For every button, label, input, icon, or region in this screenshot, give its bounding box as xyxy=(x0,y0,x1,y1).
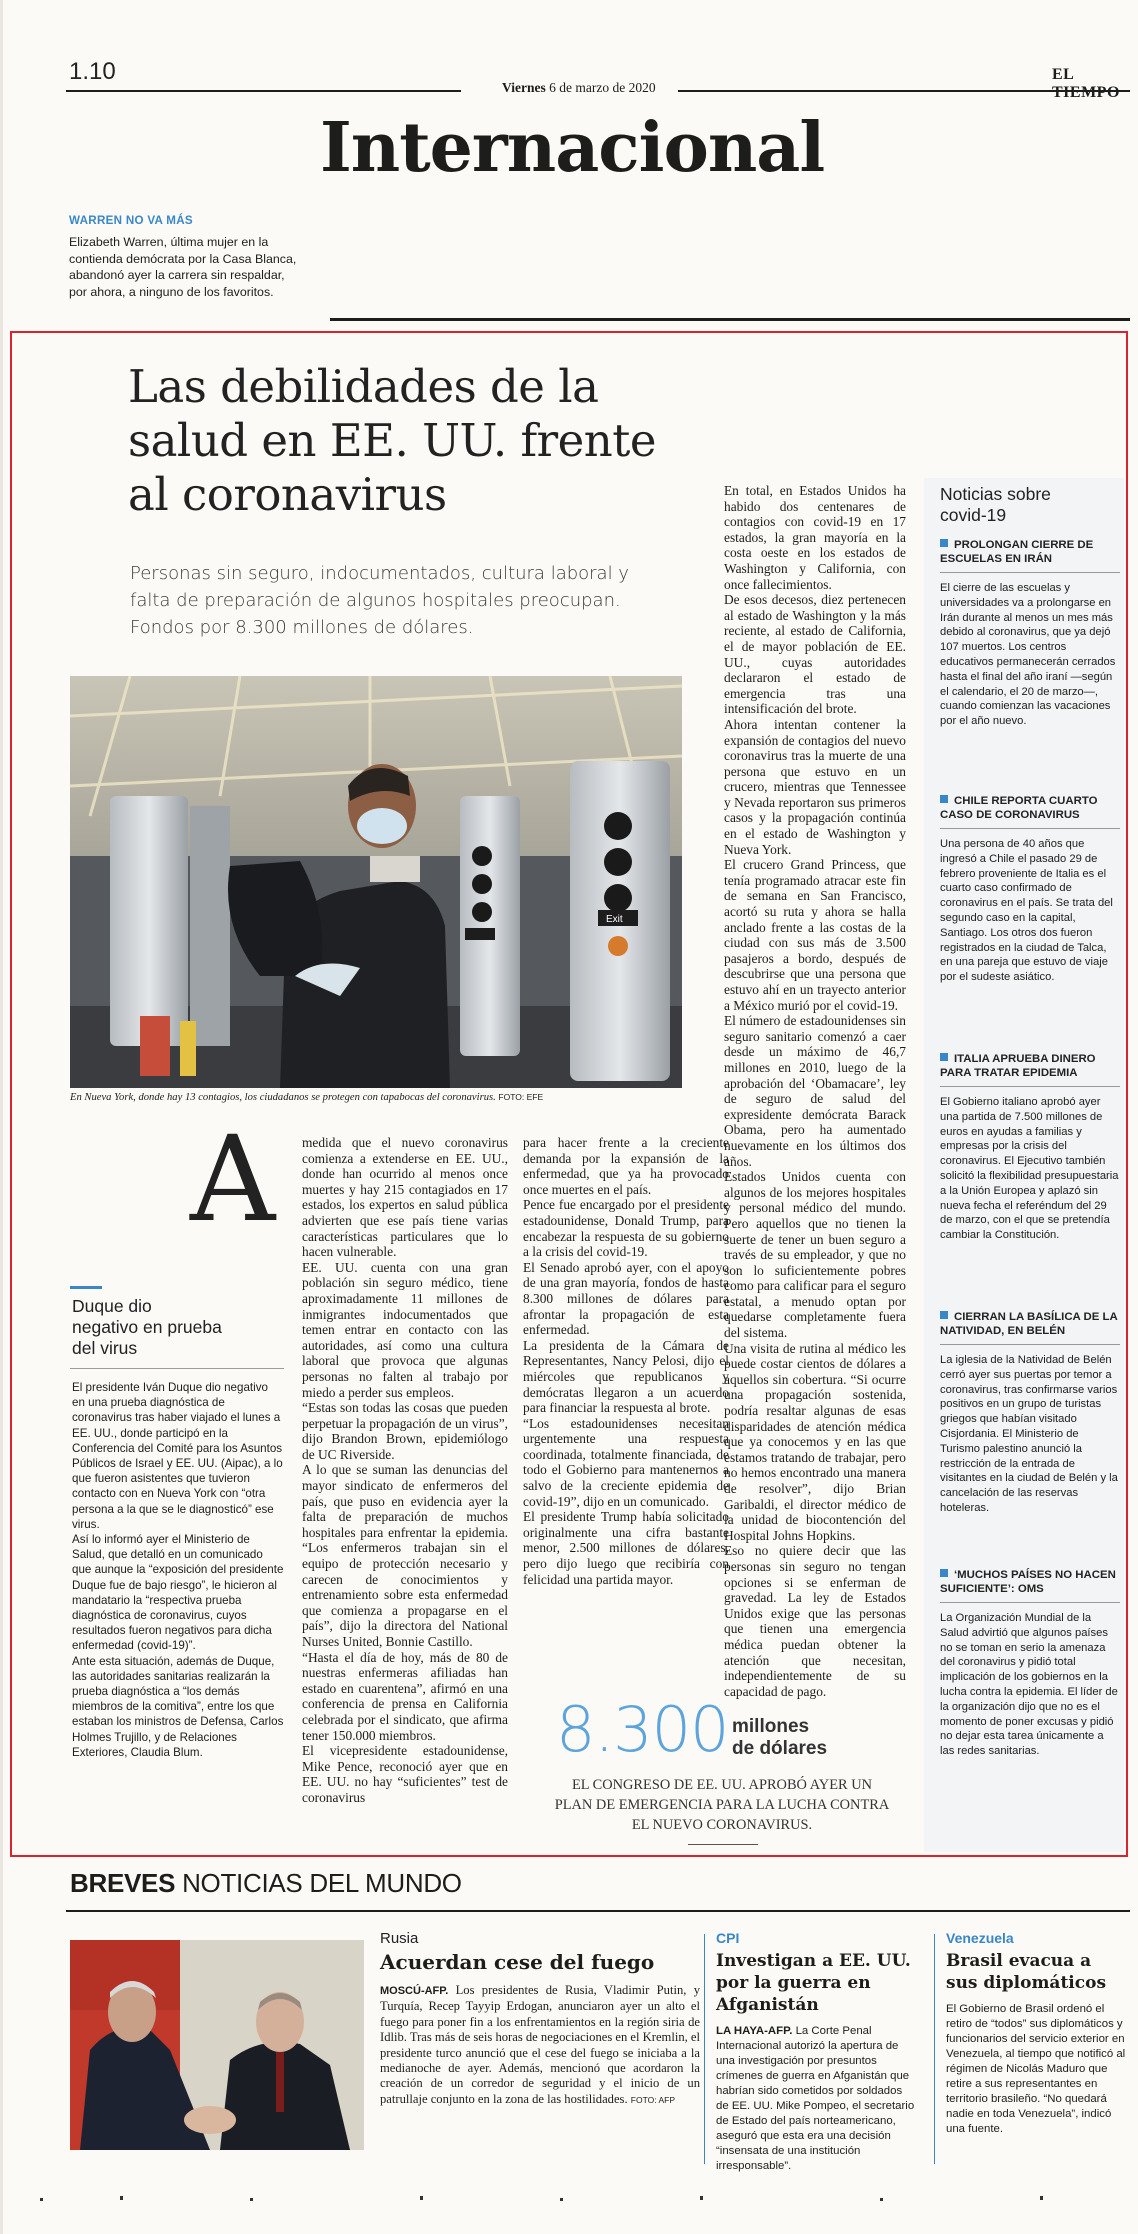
sidebar-item xyxy=(940,1310,1120,1516)
sidebar-item-title: PROLONGAN CIERRE DE ESCUELAS EN IRÁN xyxy=(940,539,1094,565)
breve-item xyxy=(380,1930,700,2108)
sidebar-item-title: CIERRAN LA BASÍLICA DE LA NATIVIDAD, EN BELÉN xyxy=(940,1311,1118,1337)
duque-box-rule xyxy=(70,1286,102,1289)
sidebar-item-text: El cierre de las escuelas y universidades va a prolongarse en Irán durante al menos un mes más debido al coronavirus, que ya dejó 107 muertos. Los centros educativos permanecerán cerrados hasta el final del año iraní —según el calendario, el 20 de marzo—, cuando comienzan las vacaciones por el año nuevo. xyxy=(940,582,1116,728)
breves-photo xyxy=(70,1940,364,2150)
duque-title-rule xyxy=(70,1368,284,1369)
sidebar-item-rule xyxy=(940,572,1120,573)
breve-text: Los presidentes de Rusia, Vladimir Putin, y Turquía, Recep Tayyip Erdogan, anunciaron ayer un alto el fuego para poner fin a los enfrentamientos en la región siria de Idlib. Tras más de seis horas de negociaciones en el Kremlin, el presidente turco anunció que el cese del fuego se iniciaba a la medianoche de ayer. Además, mencionó que acordaron la creación de un corredor de seguridad y el inicio de un patrullaje conjunto en la zona de las hostilidades. xyxy=(380,1983,701,2106)
article-dek: Personas sin seguro, indocumentados, cultura laboral y falta de preparación de algunos hospitales preocupan. Fondos por 8.300 millones de dólares. xyxy=(130,563,629,638)
sidebar-title: Noticias sobre covid-19 xyxy=(940,484,1051,525)
stat-number: 8.300 xyxy=(556,1693,729,1766)
header-date xyxy=(502,80,656,96)
teaser-kicker: WARREN NO VA MÁS xyxy=(69,214,193,227)
breve-headline: Acuerdan cese del fuego xyxy=(380,1950,655,1974)
caption-text: En Nueva York, donde hay 13 contagios, los ciudadanos se protegen con tapabocas del coronavirus. xyxy=(70,1092,496,1103)
breves-rule xyxy=(66,1910,1130,1912)
breve-divider xyxy=(934,1934,935,2164)
putin-erdogan-photo-illustration xyxy=(70,1940,364,2150)
sidebar-item xyxy=(940,538,1120,729)
stat-caption: EL CONGRESO DE EE. UU. APROBÓ AYER UN PLAN DE EMERGENCIA PARA LA LUCHA CONTRA EL NUEVO CORONAVIRUS. xyxy=(554,1777,890,1833)
breve-body xyxy=(716,2024,916,2174)
bullet-square-icon xyxy=(940,1569,948,1577)
breve-body xyxy=(380,1983,700,2108)
sidebar-item-text: El Gobierno italiano aprobó ayer una partida de 7.500 millones de euros en ayudas a familias y empresas por la crisis del coronavirus. El Ejecutivo también solicitó la flexibilidad presupuestaria a la Unión Europea y aplazó sin nueva fecha el referéndum del 29 de marzo, con el que se pretendía cambiar la Constitución. xyxy=(940,1096,1119,1242)
bullet-square-icon xyxy=(940,1053,948,1061)
header-bottom-rule xyxy=(330,318,1130,321)
sidebar-item-text: Una persona de 40 años que ingresó a Chile el pasado 29 de febrero proveniente de Italia es el cuarto caso confirmado de coronavirus en el país. Se trata del segundo caso en la capital, Santiago. Los otros dos fueron registrados en la ciudad de Talca, en una pareja que estuvo de viaje por el sudeste asiático. xyxy=(940,838,1113,984)
sidebar-item-title: ITALIA APRUEBA DINERO PARA TRATAR EPIDEMIA xyxy=(940,1053,1096,1079)
breve-credit: FOTO: AFP xyxy=(630,2094,676,2105)
article-photo xyxy=(70,676,682,1088)
sidebar-item-text: La iglesia de la Natividad de Belén cerró ayer sus puertas por temor a coronavirus, tras confirmarse varios positivos en un grupo de turistas griegos que habían visitado Cisjordania. El Ministerio de Turismo palestino anunció la restricción de la entrada de visitantes en la ciudad de Belén y la cancelación de las reservas hoteleras. xyxy=(940,1354,1118,1514)
breves-label-rest: NOTICIAS DEL MUNDO xyxy=(182,1868,462,1898)
bullet-square-icon xyxy=(940,795,948,803)
breve-divider xyxy=(704,1934,705,2164)
breve-text: La Corte Penal Internacional autorizó la apertura de una investigación por presuntos crímenes de guerra en Afganistán que habrían sido cometidos por soldados de EE. UU. Mike Pompeo, el secretario de Estado del país norteamericano, aseguró que esta era una decisión “insensata de una institución irresponsable”. xyxy=(716,2025,915,2172)
sidebar-item-rule xyxy=(940,1344,1120,1345)
sidebar-item xyxy=(940,1568,1120,1759)
sidebar-item-rule xyxy=(940,828,1120,829)
photo-caption xyxy=(70,1092,690,1103)
stat-unit xyxy=(732,1716,827,1760)
date-weekday: Viernes xyxy=(502,80,546,95)
sidebar-item-rule xyxy=(940,1602,1120,1603)
article-col-3: En total, en Estados Unidos ha habido dos centenares de contagios con covid-19 en 17 estados, la gran mayoría en la costa oeste en los estados de Washington y California, con once fallecimientos. De esos decesos, diez pertenecen al estado de Washington y la más reciente, al estado de California, el de mayor población de EE. UU., cuyas autoridades declararon el estado de emergencia tras una intensificación del brote. Ahora intentan contener la expansión de contagios del nuevo coronavirus tras la muerte de una persona que estuvo en un crucero, mientras que Tennessee y Nevada reportaron sus primeros casos y la propagación continúa en el estado de Washington y Nueva York. El crucero Grand Princess, que tenía programado atracar este fin de semana en San Francisco, acortó su ruta y ahora se halla anclado frente a las costas de la ciudad con sus más de 3.500 pasajeros a bordo, después de descubrirse que una persona que estuvo ahí en un trayecto anterior a México murió por el covid-19. El número de estadounidenses sin seguro sanitario comenzó a caer desde un máximo de 46,7 millones en 2010, luego de la aprobación del ‘Obamacare’, ley de seguro de salud del expresidente demócrata Barack Obama, pero ha aumentado nuevamente en los últimos dos años. Estados Unidos cuenta con algunos de los mejores hospitales y personal médico del mundo. Pero aquellos que no tienen la suerte de tener un buen seguro a través de su empleador, y que no son lo suficientemente pobres como para calificar para el seguro estatal, a menudo optan por quedarse completamente fuera del sistema. Una visita de rutina al médico les puede costar cientos de dólares a aquellos sin cobertura. “Si ocurre una propagación sostenida, podría resaltar algunas de esas disparidades de atención médica que ya conocemos y en las que estamos tratando de trabajar, pero no hemos encontrado una manera de resolver”, dijo Brian Garibaldi, el director médico de la unidad de biocontención del Hospital Johns Hopkins. Eso no quiere decir que las personas sin seguro no tengan opciones si se enferman de gravedad. La ley de Estados Unidos exige que las personas que tienen una emergencia médica puedan obtener la atención que necesitan, independientemente de su capacidad de pago. xyxy=(724,483,906,1699)
breve-kicker: Venezuela xyxy=(946,1930,1014,1946)
breve-dateline: MOSCÚ-AFP. xyxy=(380,1985,449,1997)
breve-dateline: LA HAYA-AFP. xyxy=(716,2025,793,2037)
duque-box-text: El presidente Iván Duque dio negativo en una prueba diagnóstica de coronavirus tras haber viajado el lunes a EE. UU., donde participó en la Conferencia del Comité para los Asuntos Públicos de Israel y EE. UU. (Aipac), a lo que fueron asistentes que tuvieron contacto con en Nueva York con “otra persona a la que se le diagnosticó” ese virus. Así lo informó ayer el Ministerio de Salud, que detalló en un comunicado que aunque la “exposición del presidente Duque fue de bajo riesgo”, le hicieron al mandatario la “respectiva prueba diagnóstica de coronavirus, cuyos resultados fueron negativos para dicha enfermedad (covid-19)”. Ante esta situación, además de Duque, las autoridades sanitarias realizarán la prueba diagnóstica a “los demás miembros de la comitiva”, entre los que estaban los ministros de Defensa, Carlos Holmes Trujillo, y de Relaciones Exteriores, Claudia Blum. xyxy=(72,1381,284,1759)
breve-item xyxy=(946,1930,1126,2137)
bullet-square-icon xyxy=(940,1311,948,1319)
date-rest: 6 de marzo de 2020 xyxy=(549,80,656,95)
breve-item xyxy=(716,1930,916,2174)
stat-underline xyxy=(688,1844,758,1845)
breve-kicker: Rusia xyxy=(380,1930,419,1947)
sidebar-item-title: CHILE REPORTA CUARTO CASO DE CORONAVIRUS xyxy=(940,795,1098,821)
sidebar-item xyxy=(940,1052,1120,1243)
drop-cap: A xyxy=(190,1110,276,1248)
section-title: Internacional xyxy=(320,108,825,188)
header-rule-left xyxy=(66,90,461,92)
scan-edge-left xyxy=(0,0,3,2234)
sidebar-item-rule xyxy=(940,1086,1120,1087)
page-number: 1.10 xyxy=(69,58,116,85)
breve-kicker: CPI xyxy=(716,1930,740,1946)
article-col-1: medida que el nuevo coronavirus comienza a extenderse en EE. UU., donde han ocurrido al menos once muertes y hay 215 contagiados en 17 estados, los expertos en salud pública advierten que ese país tiene varias características particulares que lo hacen vulnerable. EE. UU. cuenta con una gran población sin seguro médico, tiene aproximadamente 11 millones de inmigrantes indocumentados que temen entrar en contacto con las autoridades, así como una cultura laboral que provoca que algunas personas no falten al trabajo por miedo a perder sus empleos. “Estas son todas las cosas que pueden perpetuar la propagación de un virus”, dijo Brandon Brown, epidemiólogo de UC Riverside. A lo que se suman las denuncias del mayor sindicato de enfermeros del país, que puso en evidencia ayer la falta de preparación de muchos hospitales para enfrentar la epidemia. “Los enfermeros trabajan sin el equipo de protección necesario y carecen de conocimientos y entrenamiento sobre esta enfermedad que comienza a propagarse en el país”, dijo la directora del National Nurses United, Bonnie Castillo. “Hasta el día de hoy, más de 80 de nuestras enfermeras afiliadas han estado en cuarentena”, afirmó en una conferencia de prensa en California celebrada por el sindicato, que afirma tener 150.000 miembros. El vicepresidente estadounidense, Mike Pence, reconoció ayer que en EE. UU. no hay “suficientes” test de coronavirus xyxy=(302,1135,508,1805)
breve-headline: Brasil evacua a sus diplomáticos xyxy=(946,1951,1107,1993)
stat-unit-line2: de dólares xyxy=(732,1738,828,1759)
scan-edge-top xyxy=(0,0,1138,6)
breves-label-bold: BREVES xyxy=(70,1868,176,1898)
caption-credit: FOTO: EFE xyxy=(498,1092,544,1102)
teaser-text: Elizabeth Warren, última mujer en la contienda demócrata por la Casa Blanca, abandonó ayer la carrera sin respaldar, por ahora, a ninguno de los favoritos. xyxy=(69,235,297,299)
scan-dots-bottom xyxy=(0,2190,1138,2210)
article-headline: Las debilidades de la salud en EE. UU. frente al coronavirus xyxy=(128,360,656,521)
breve-headline: Investigan a EE. UU. por la guerra en Afganistán xyxy=(716,1951,911,2015)
bullet-square-icon xyxy=(940,539,948,547)
svg-text:Exit: Exit xyxy=(606,914,623,925)
duque-box-title: Duque dio negativo en prueba del virus xyxy=(72,1296,222,1358)
breve-body xyxy=(946,2002,1126,2137)
sidebar-item-text: La Organización Mundial de la Salud advirtió que algunos países no se toman en serio la amenaza del coronavirus y pidió total implicación de los gobiernos en la lucha contra la epidemia. El líder de la organización dijo que no es el momento de poner excusas y pidió no dejar esta tarea únicamente a las redes sanitarias. xyxy=(940,1612,1118,1758)
sidebar-item xyxy=(940,794,1120,985)
stat-unit-line1: millones xyxy=(732,1716,810,1737)
sidebar-item-title: ‘MUCHOS PAÍSES NO HACEN SUFICIENTE’: OMS xyxy=(940,1569,1116,1595)
breve-text: El Gobierno de Brasil ordenó el retiro de “todos” sus diplomáticos y funcionarios del servicio exterior en Venezuela, al tiempo que notificó al régimen de Nicolás Maduro que retire a sus representantes en territorio brasileño. “No quedará nadie en toda Venezuela”, indicó una fuente. xyxy=(946,2003,1126,2135)
article-col-2: para hacer frente a la creciente demanda por la expansión de la enfermedad, que ya ha provocado once muertes en el país. Pence fue encargado por el presidente estadounidense, Donald Trump, para encabezar la respuesta de su gobierno a la crisis del covid-19. El Senado aprobó ayer, con el apoyo de una gran mayoría, fondos de hasta 8.300 millones de dólares para afrontar la propagación de esta enfermedad. La presidenta de la Cámara de Representantes, Nancy Pelosi, dijo el miércoles que republicanos y demócratas llegaron a un acuerdo para financiar la respuesta al brote. “Los estadounidenses necesitan urgentemente una respuesta coordinada, totalmente financiada, de todo el Gobierno para mantenernos a salvo de la creciente epidemia de covid-19”, dijo en un comunicado. El presidente Trump había solicitado originalmente una cifra bastante menor, 2.500 millones de dólares, pero dijo luego que recibiría con felicidad una partida mayor. xyxy=(523,1135,729,1587)
subway-photo-illustration xyxy=(70,676,682,1088)
newspaper-name: EL TIEMPO xyxy=(1052,66,1120,101)
breves-header xyxy=(70,1868,462,1899)
